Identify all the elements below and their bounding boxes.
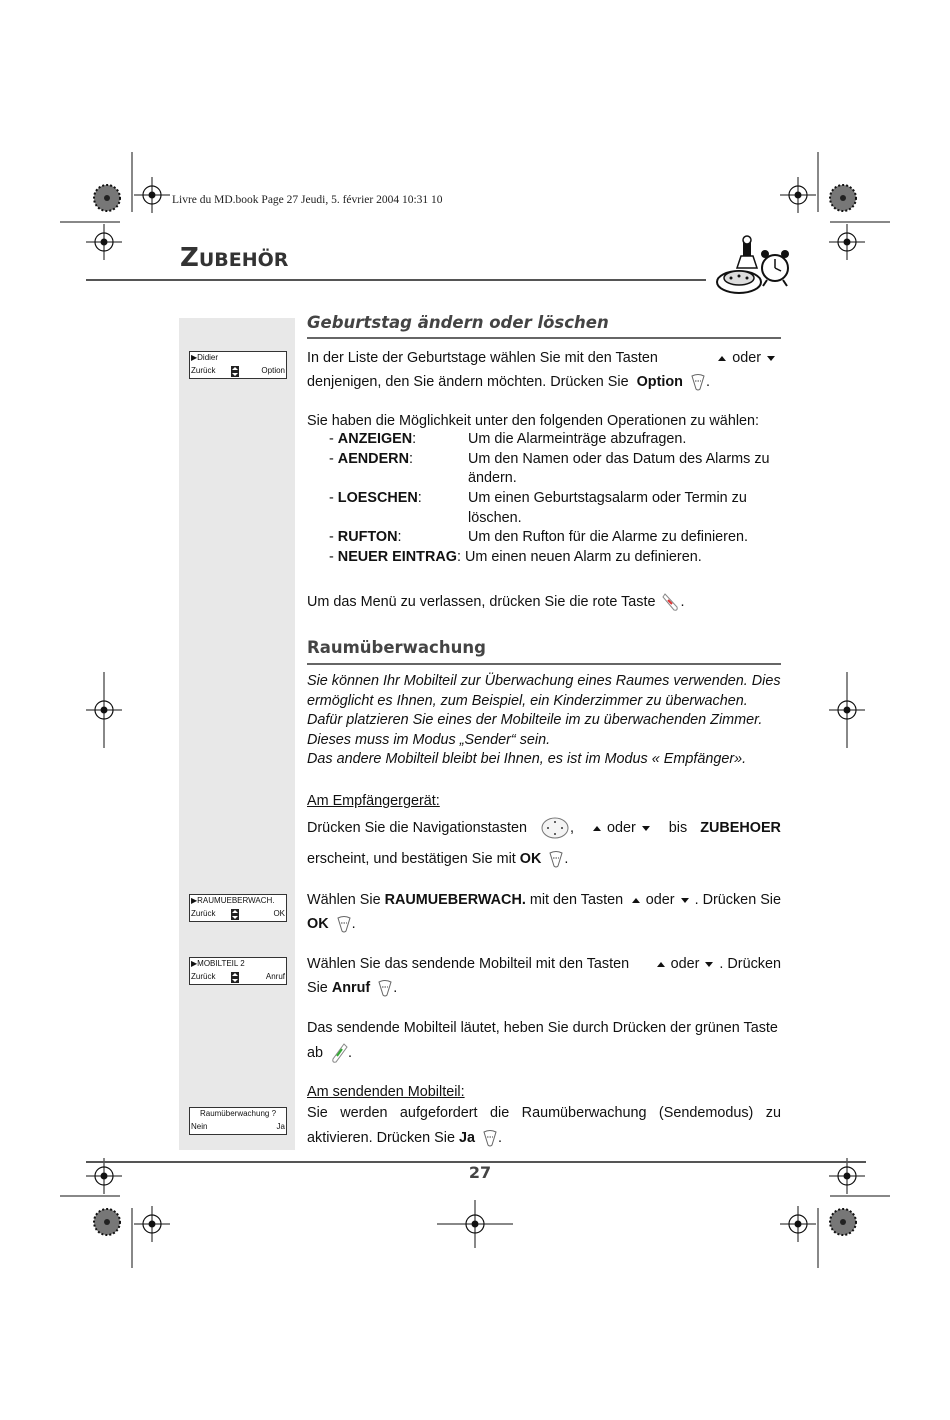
softkey-icon: [482, 1129, 498, 1147]
registration-mark-icon: [134, 1206, 170, 1242]
registration-mark-icon: [86, 1158, 122, 1194]
up-down-icon: [231, 972, 239, 983]
print-header: Livre du MD.book Page 27 Jeudi, 5. février 2004 10:31 10: [172, 194, 443, 206]
monitor-heading: Raumüberwachung: [307, 638, 486, 657]
registration-mark-icon: [829, 1158, 865, 1194]
up-down-icon: [231, 366, 239, 377]
page-title: ZUBEHÖR: [180, 243, 289, 273]
phone-screen-mobilteil: ▶MOBILTEIL 2 Zurück Anruf: [189, 957, 287, 985]
receiver-step-4: Das sendende Mobilteil läutet, heben Sie durch Drücken der grünen Taste ab .: [307, 1016, 781, 1066]
registration-mark-icon: [86, 224, 122, 260]
receiver-label: Am Empfängergerät:: [307, 793, 440, 809]
softkey-icon: [690, 373, 706, 391]
birthday-heading-rule: [307, 337, 781, 339]
options-list: - ANZEIGEN: Um die Alarmeinträge abzufragen. - AENDERN: Um den Namen oder das Datum des Alarms zu ändern. - LOESCHEN: Um einen Geburtstagsalarm oder Termin zu löschen. - RUFTON: Um den Rufton für die Alarme zu definieren. - NEUER EINTRAG: Um einen neuen Alarm zu definieren.: [329, 430, 789, 570]
red-key-icon: [662, 592, 680, 612]
birthday-paragraph-2: Sie haben die Möglichkeit unter den folgenden Operationen zu wählen:: [307, 413, 760, 429]
down-arrow-icon: [767, 356, 775, 361]
up-arrow-icon: [632, 898, 640, 903]
sender-label: Am sendenden Mobilteil:: [307, 1084, 465, 1100]
option-loeschen: - LOESCHEN:: [329, 490, 422, 506]
receiver-step-2: Wählen Sie RAUMUEBERWACH. mit den Tasten oder . Drücken Sie OK .: [307, 892, 781, 932]
phone-screen-didier: ▶Didier Zurück Option: [189, 351, 287, 379]
option-neuer-eintrag: - NEUER EINTRAG: Um einen neuen Alarm zu definieren.: [329, 549, 702, 565]
registration-sun-icon: [94, 1209, 120, 1235]
up-arrow-icon: [593, 826, 601, 831]
receiver-step-3: Wählen Sie das sendende Mobilteil mit den Tasten oder . Drücken Sie Anruf .: [307, 956, 781, 996]
up-down-icon: [231, 909, 239, 920]
navigation-keys-icon: [540, 816, 570, 840]
monitor-heading-rule: [307, 663, 781, 665]
softkey-icon: [336, 915, 352, 933]
softkey-icon: [377, 979, 393, 997]
registration-sun-icon: [830, 1209, 856, 1235]
title-rule: [86, 279, 706, 281]
monitor-intro: Sie können Ihr Mobilteil zur Überwachung eines Raumes verwenden. Dies ermöglicht es Ihnen, zum Beispiel, ein Kinderzimmer zu überwachen. Dafür platzieren Sie eines der Mobilteile im zu überwachenden Zimmer. Dieses muss im Modus „Sender“ sein. Das andere Mobilteil bleibt bei Ihnen, es ist im Modus « Empfänger».: [307, 673, 781, 768]
registration-sun-icon: [830, 185, 856, 211]
registration-mark-icon: [134, 177, 170, 213]
phone-screen-confirm: Raumüberwachung ? Nein Ja: [189, 1107, 287, 1135]
phone-screen-raumueberwach: ▶RAUMUEBERWACH. Zurück OK: [189, 894, 287, 922]
registration-mark-icon: [780, 1206, 816, 1242]
sidebar-panel: [179, 318, 295, 1150]
birthday-paragraph-1: In der Liste der Geburtstage wählen Sie mit den Tasten oder denjenigen, den Sie ändern möchten. Drücken Sie Option .: [307, 346, 781, 394]
up-arrow-icon: [657, 962, 665, 967]
option-anzeigen: - ANZEIGEN:: [329, 431, 417, 447]
down-arrow-icon: [642, 826, 650, 831]
birthday-heading: Geburtstag ändern oder löschen: [307, 313, 609, 332]
page-number: 27: [468, 1163, 492, 1182]
softkey-icon: [548, 850, 564, 868]
registration-sun-icon: [94, 185, 120, 211]
registration-mark-icon: [829, 224, 865, 260]
option-aendern: - AENDERN:: [329, 451, 413, 467]
green-key-icon: [330, 1042, 348, 1064]
sender-step-1: Sie werden aufgefordert die Raumüberwachung (Sendemodus) zu aktivieren. Drücken Sie Ja .: [307, 1105, 781, 1146]
receiver-step-1: Drücken Sie die Navigationstasten , oder bis ZUBEHOER erscheint, und bestätigen Sie mit OK .: [307, 815, 781, 869]
up-arrow-icon: [718, 356, 726, 361]
accessories-icon: [713, 234, 793, 296]
down-arrow-icon: [705, 962, 713, 967]
birthday-paragraph-3: Um das Menü zu verlassen, drücken Sie die rote Taste .: [307, 592, 781, 612]
down-arrow-icon: [681, 898, 689, 903]
option-rufton: - RUFTON:: [329, 529, 402, 545]
registration-mark-icon: [780, 177, 816, 213]
